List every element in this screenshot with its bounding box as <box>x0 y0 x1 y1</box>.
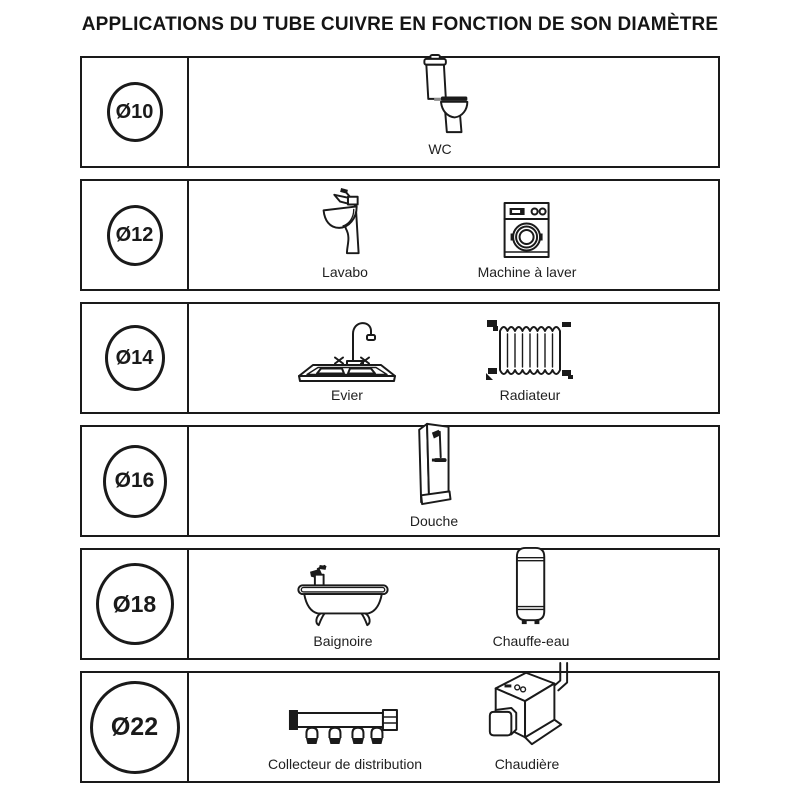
kitchen-sink-icon <box>297 314 397 382</box>
boiler-icon <box>483 661 571 751</box>
diameter-cell <box>82 550 189 658</box>
page-title: APPLICATIONS DU TUBE CUIVRE EN FONCTION DE SON DIAMÈTRE <box>81 14 719 35</box>
application-item <box>295 564 391 649</box>
diameter-badge: Ø10 <box>107 82 163 142</box>
diameter-badge: Ø14 <box>105 325 165 391</box>
application-label: Chaudière <box>494 756 560 772</box>
toilet-icon <box>410 54 470 136</box>
radiator-icon <box>486 318 574 382</box>
diameter-badge: Ø18 <box>96 563 174 645</box>
application-label: Baignoire <box>313 633 373 649</box>
application-label: Lavabo <box>322 264 368 280</box>
manifold-icon <box>287 709 403 751</box>
application-label: WC <box>428 141 452 157</box>
diameter-cell <box>82 673 189 781</box>
application-label: Machine à laver <box>477 264 577 280</box>
row-diameter-16 <box>80 425 720 537</box>
bathtub-icon <box>295 564 391 628</box>
application-item <box>493 546 570 649</box>
diameter-badge: Ø22 <box>90 681 180 774</box>
application-label: Chauffe-eau <box>492 633 570 649</box>
diameter-badge: Ø16 <box>103 445 167 518</box>
row-diameter-14 <box>80 302 720 414</box>
diameter-cell <box>82 304 189 412</box>
diameter-cell <box>82 181 189 289</box>
washing-machine-icon <box>503 201 551 259</box>
application-item <box>410 418 458 529</box>
diameter-cell <box>82 58 189 166</box>
row-diameter-10 <box>80 56 720 168</box>
application-item <box>321 187 369 280</box>
washbasin-icon <box>321 187 369 259</box>
shower-icon <box>411 418 457 508</box>
application-label: Radiateur <box>499 387 561 403</box>
application-item <box>268 709 422 772</box>
application-item <box>486 318 574 403</box>
diameter-applications-table <box>80 56 720 794</box>
row-diameter-12 <box>80 179 720 291</box>
diameter-badge: Ø12 <box>107 205 163 266</box>
application-item <box>297 314 397 403</box>
application-label: Evier <box>331 387 363 403</box>
row-diameter-22 <box>80 671 720 783</box>
application-label: Collecteur de distribution <box>267 756 423 772</box>
row-diameter-18 <box>80 548 720 660</box>
application-item <box>483 661 571 772</box>
application-item <box>410 54 470 157</box>
diameter-cell <box>82 427 189 535</box>
application-label: Douche <box>409 513 459 529</box>
application-item <box>478 201 577 280</box>
water-heater-icon <box>513 546 549 628</box>
